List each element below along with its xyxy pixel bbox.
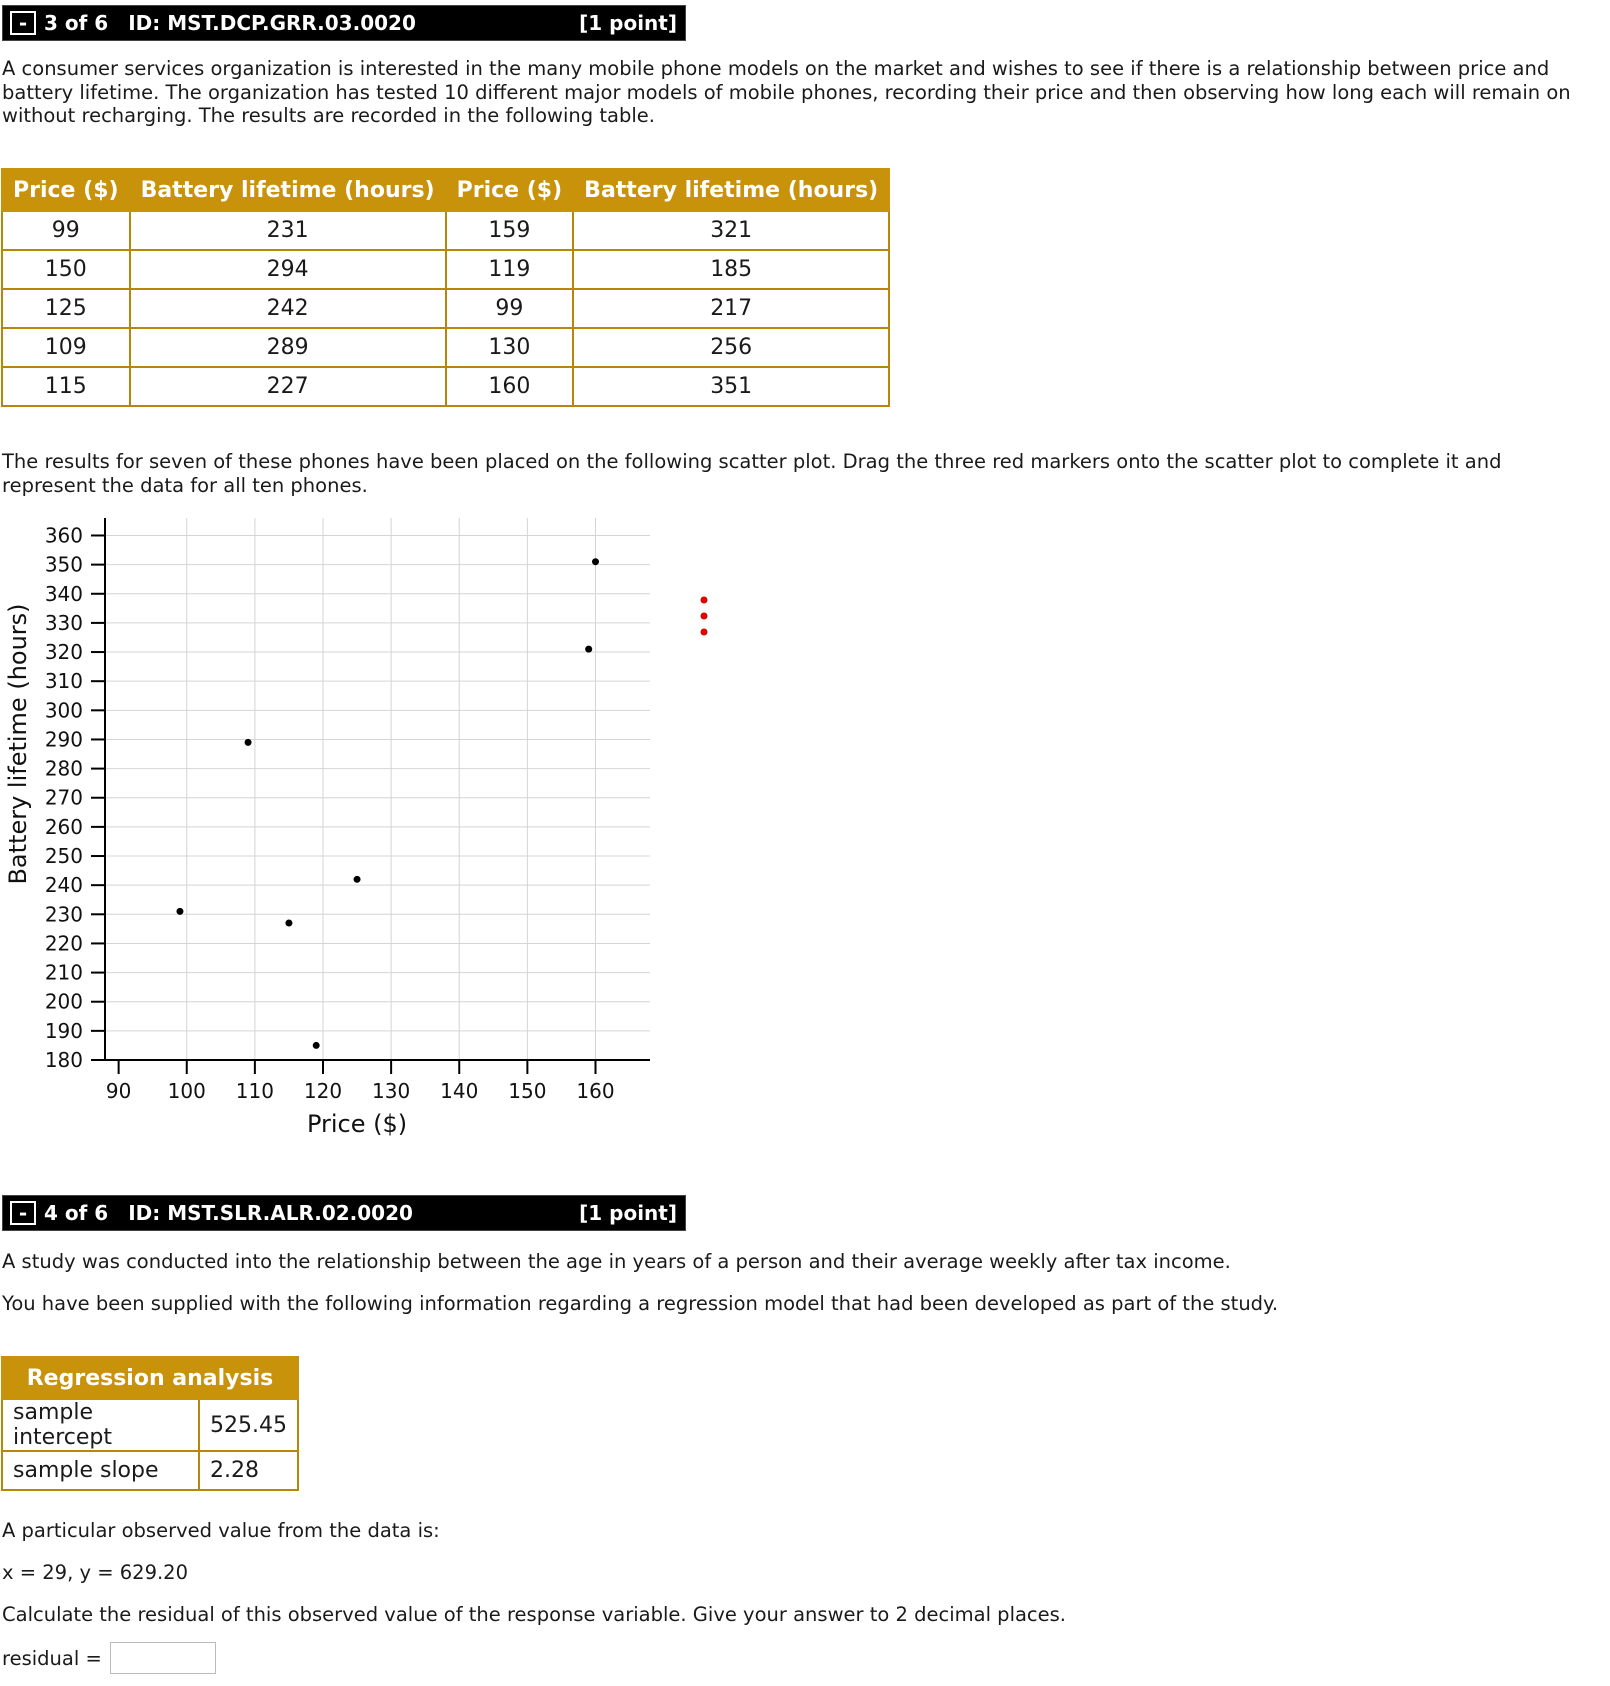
table-cell: 231 (130, 211, 446, 250)
x-tick-label: 140 (440, 1079, 479, 1103)
question-4-paragraph: Calculate the residual of this observed value of the response variable. Give your answer to 2 decimal places. (2, 1603, 1067, 1626)
table-title: Regression analysis (2, 1357, 298, 1399)
table-cell: 525.45 (199, 1399, 298, 1451)
table-cell: 351 (573, 367, 889, 406)
question-3-intro: A consumer services organization is interested in the many mobile phone models on the market and wishes to see if there is a relationship between price and battery lifetime. The organization has tested 10 different major models of mobile phones, recording their price and then observing how long each will remain on without recharging. The results are recorded in the following table. (2, 57, 1571, 127)
table-cell: 159 (446, 211, 574, 250)
column-header: Price ($) (2, 169, 130, 211)
table-row (2, 328, 889, 367)
y-tick-label: 330 (44, 610, 83, 635)
data-point (592, 558, 599, 565)
x-tick-label: 160 (576, 1079, 615, 1103)
y-tick-label: 320 (44, 640, 83, 665)
question-4-header (2, 1195, 686, 1231)
y-tick-label: 180 (44, 1048, 83, 1072)
table-cell: 115 (2, 367, 130, 406)
table-row (2, 250, 889, 289)
y-tick-label: 250 (44, 844, 83, 869)
scatter-plot[interactable] (0, 508, 720, 1138)
x-tick-label: 120 (303, 1079, 343, 1103)
data-point (285, 920, 292, 927)
table-cell: 185 (573, 250, 889, 289)
question-4-paragraph: A particular observed value from the data is: (2, 1519, 440, 1542)
x-tick-label: 100 (167, 1079, 206, 1103)
table-cell: 160 (446, 367, 574, 406)
table-cell: 2.28 (199, 1451, 298, 1490)
y-tick-label: 360 (44, 523, 83, 548)
table-cell: 109 (2, 328, 130, 367)
collapse-toggle-button[interactable]: - (10, 11, 36, 35)
data-point (585, 646, 592, 653)
y-tick-label: 190 (44, 1018, 83, 1043)
question-number: 3 of 6 (44, 11, 109, 35)
column-header: Battery lifetime (hours) (130, 169, 446, 211)
data-point (245, 739, 252, 746)
question-points: [1 point] (579, 1201, 677, 1225)
draggable-marker[interactable] (701, 597, 708, 604)
x-axis-label: Price ($) (306, 1110, 408, 1138)
table-cell: 227 (130, 367, 446, 406)
y-tick-label: 310 (44, 669, 83, 694)
x-tick-label: 150 (508, 1079, 547, 1103)
y-tick-label: 340 (44, 581, 83, 606)
question-number: 4 of 6 (44, 1201, 109, 1225)
column-header: Price ($) (446, 169, 574, 211)
data-point (176, 908, 183, 915)
table-cell: 150 (2, 250, 130, 289)
y-tick-label: 240 (44, 873, 83, 898)
y-tick-label: 260 (44, 814, 83, 839)
observed-value: x = 29, y = 629.20 (2, 1561, 188, 1584)
scatter-instructions: The results for seven of these phones have been placed on the following scatter plot. Drag the three red markers onto the scatter plot to complete it and represent the data for all ten phones. (2, 450, 1502, 497)
regression-analysis-table (1, 1356, 299, 1491)
table-row (2, 211, 889, 250)
residual-input[interactable] (110, 1642, 216, 1674)
table-cell: 217 (573, 289, 889, 328)
table-row (2, 1399, 298, 1451)
table-cell: 289 (130, 328, 446, 367)
x-tick-label: 90 (105, 1079, 132, 1103)
table-cell: 242 (130, 289, 446, 328)
question-points: [1 point] (579, 11, 677, 35)
y-tick-label: 200 (44, 989, 83, 1014)
data-point (313, 1042, 320, 1049)
y-tick-label: 220 (44, 931, 83, 956)
residual-label: residual = (2, 1646, 102, 1670)
table-cell: sample slope (2, 1451, 199, 1490)
y-tick-label: 230 (44, 902, 83, 927)
y-tick-label: 210 (44, 960, 83, 985)
x-tick-label: 130 (372, 1079, 411, 1103)
data-point (354, 876, 361, 883)
table-cell: 119 (446, 250, 574, 289)
table-row (2, 367, 889, 406)
table-cell: 294 (130, 250, 446, 289)
residual-row (2, 1642, 216, 1674)
y-axis-label: Battery lifetime (hours) (4, 603, 32, 885)
table-cell: 321 (573, 211, 889, 250)
y-tick-label: 350 (44, 552, 83, 577)
collapse-toggle-button[interactable]: - (10, 1201, 36, 1225)
price-battery-table (1, 168, 890, 407)
table-cell: 99 (2, 211, 130, 250)
table-header-row (2, 169, 889, 211)
x-tick-label: 110 (235, 1079, 274, 1103)
table-cell: 256 (573, 328, 889, 367)
y-tick-label: 290 (44, 727, 83, 752)
question-id: ID: MST.SLR.ALR.02.0020 (128, 1201, 413, 1225)
y-tick-label: 270 (44, 785, 83, 810)
question-4-paragraph: A study was conducted into the relationship between the age in years of a person and their average weekly after tax income. (2, 1250, 1231, 1273)
draggable-marker[interactable] (701, 629, 708, 636)
table-cell: 125 (2, 289, 130, 328)
question-4-paragraph: You have been supplied with the following information regarding a regression model that had been developed as part of the study. (2, 1292, 1279, 1315)
draggable-marker[interactable] (701, 613, 708, 620)
table-cell: sample intercept (2, 1399, 199, 1451)
question-id: ID: MST.DCP.GRR.03.0020 (128, 11, 416, 35)
table-header-row (2, 1357, 298, 1399)
table-cell: 130 (446, 328, 574, 367)
table-cell: 99 (446, 289, 574, 328)
table-row (2, 289, 889, 328)
column-header: Battery lifetime (hours) (573, 169, 889, 211)
table-row (2, 1451, 298, 1490)
y-tick-label: 300 (44, 698, 83, 723)
y-tick-label: 280 (44, 756, 83, 781)
question-3-header (2, 5, 686, 41)
